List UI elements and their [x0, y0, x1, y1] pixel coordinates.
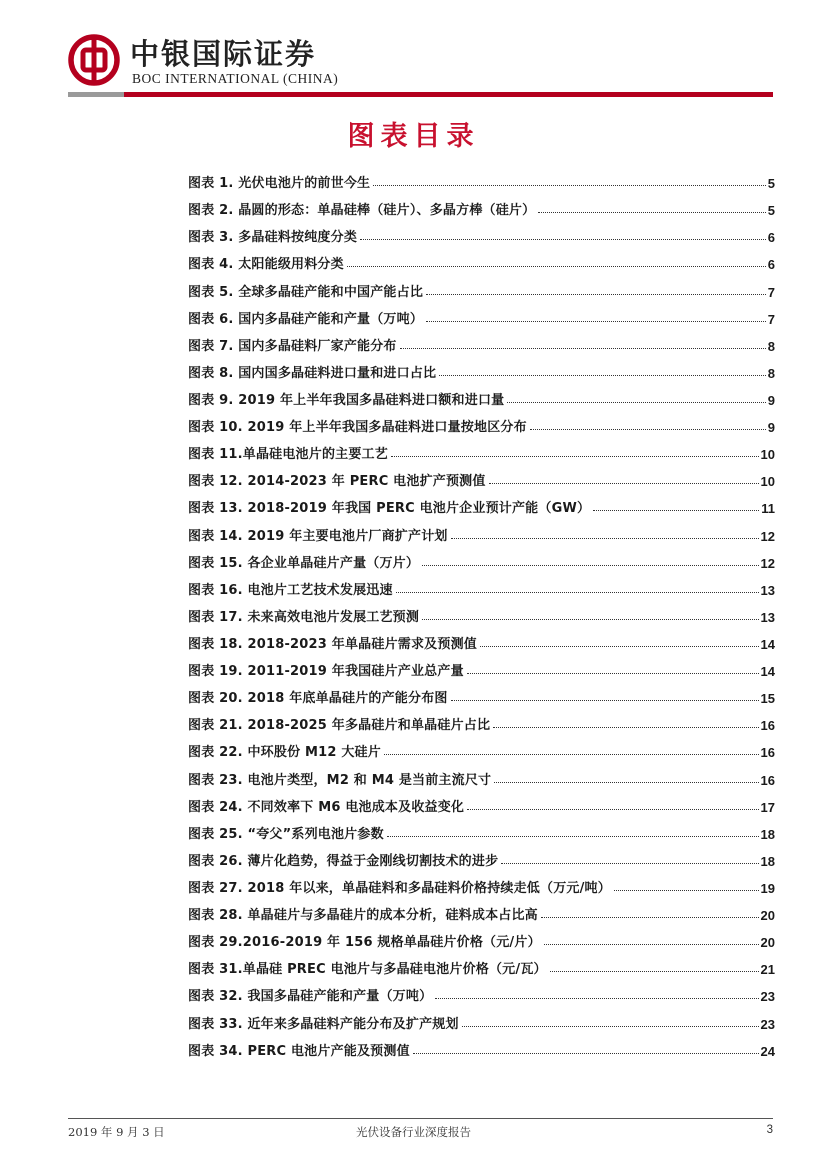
toc-entry-label: 图表 25. “夸父”系列电池片参数 [188, 826, 384, 842]
toc-entry-label: 图表 11.单晶硅电池片的主要工艺 [188, 447, 388, 463]
toc-entry-page: 23 [760, 989, 775, 1005]
toc-entry-page: 11 [761, 501, 775, 517]
toc-entry-page: 7 [767, 284, 775, 300]
toc-entry-label: 图表 32. 我国多晶硅产能和产量（万吨） [188, 989, 433, 1005]
toc-dot-leader [538, 211, 765, 213]
toc-entry-page: 9 [767, 420, 775, 436]
toc-entry[interactable] [188, 625, 775, 652]
toc-entry-label: 图表 27. 2018 年以来，单晶硅料和多晶硅料价格持续走低（万元/吨） [188, 880, 611, 896]
toc-entry-page: 16 [760, 772, 775, 788]
toc-entry-label: 图表 16. 电池片工艺技术发展迅速 [188, 582, 393, 598]
toc-entry[interactable] [188, 842, 775, 869]
toc-entry[interactable] [188, 516, 775, 543]
toc-entry-label: 图表 1. 光伏电池片的前世今生 [188, 176, 371, 192]
toc-dot-leader [384, 753, 759, 755]
toc-entry-label: 图表 28. 单晶硅片与多晶硅片的成本分析，硅料成本占比高 [188, 908, 538, 924]
page-header [0, 0, 827, 100]
toc-entry-page: 19 [760, 880, 775, 896]
toc-dot-leader [435, 997, 758, 999]
toc-entry-label: 图表 15. 各企业单晶硅片产量（万片） [188, 555, 420, 571]
toc-entry[interactable] [188, 164, 775, 191]
toc-entry-page: 13 [760, 582, 775, 598]
toc-dot-leader [541, 916, 759, 918]
toc-entry[interactable] [188, 381, 775, 408]
toc-entry[interactable] [188, 977, 775, 1004]
toc-dot-leader [396, 591, 759, 593]
toc-entry-page: 23 [760, 1016, 775, 1032]
toc-entry-page: 21 [760, 962, 775, 978]
toc-entry-page: 6 [767, 230, 775, 246]
toc-entry-page: 5 [767, 176, 775, 192]
toc-dot-leader [373, 184, 766, 186]
toc-entry-label: 图表 24. 不同效率下 M6 电池成本及收益变化 [188, 799, 465, 815]
toc-dot-leader [530, 428, 766, 430]
toc-entry[interactable] [188, 652, 775, 679]
toc-entry[interactable] [188, 300, 775, 327]
toc-entry[interactable] [188, 462, 775, 489]
toc-dot-leader [439, 374, 766, 376]
toc-dot-leader [400, 347, 766, 349]
toc-entry-page: 15 [760, 691, 775, 707]
header-rule-red [124, 92, 773, 97]
toc-dot-leader [550, 970, 759, 972]
toc-entry[interactable] [188, 788, 775, 815]
toc-entry-page: 14 [760, 636, 775, 652]
toc-entry-page: 14 [760, 664, 775, 680]
toc-dot-leader [467, 672, 759, 674]
toc-entry-page: 10 [760, 447, 775, 463]
toc-entry[interactable] [188, 191, 775, 218]
toc-entry-label: 图表 9. 2019 年上半年我国多晶硅料进口额和进口量 [188, 392, 505, 408]
toc-entry-page: 12 [760, 555, 775, 571]
toc-entry-label: 图表 23. 电池片类型，M2 和 M4 是当前主流尺寸 [188, 772, 492, 788]
toc-entry-label: 图表 34. PERC 电池片产能及预测值 [188, 1043, 410, 1059]
toc-entry[interactable] [188, 869, 775, 896]
toc-entry-page: 18 [760, 853, 775, 869]
toc-entry-page: 16 [760, 745, 775, 761]
toc-dot-leader [480, 645, 759, 647]
toc-entry-label: 图表 5. 全球多晶硅产能和中国产能占比 [188, 284, 424, 300]
footer-rule [68, 1118, 773, 1119]
toc-entry-label: 图表 17. 未来高效电池片发展工艺预测 [188, 609, 420, 625]
toc-entry-page: 8 [767, 338, 775, 354]
toc-entry[interactable] [188, 571, 775, 598]
toc-entry[interactable] [188, 760, 775, 787]
toc-entry-page: 17 [760, 799, 775, 815]
toc-dot-leader [387, 835, 759, 837]
table-of-figures [188, 164, 775, 1059]
toc-entry-page: 6 [767, 257, 775, 273]
toc-entry-label: 图表 2. 晶圆的形态：单晶硅棒（硅片）、多晶方棒（硅片） [188, 203, 536, 219]
toc-entry[interactable] [188, 923, 775, 950]
toc-entry-label: 图表 19. 2011-2019 年我国硅片产业总产量 [188, 664, 464, 680]
toc-entry[interactable] [188, 733, 775, 760]
brand-name-english: BOC INTERNATIONAL (CHINA) [132, 71, 339, 86]
toc-entry[interactable] [188, 706, 775, 733]
toc-entry-label: 图表 21. 2018-2025 年多晶硅片和单晶硅片占比 [188, 718, 491, 734]
toc-entry-label: 图表 22. 中环股份 M12 大硅片 [188, 745, 381, 761]
boc-logo-icon [68, 34, 120, 86]
toc-dot-leader [501, 862, 758, 864]
toc-entry-page: 20 [760, 935, 775, 951]
toc-entry[interactable] [188, 354, 775, 381]
toc-entry-label: 图表 26. 薄片化趋势，得益于金刚线切割技术的进步 [188, 853, 499, 869]
toc-dot-leader [462, 1025, 759, 1027]
toc-entry-page: 10 [760, 474, 775, 490]
toc-entry-label: 图表 29.2016-2019 年 156 规格单晶硅片价格（元/片） [188, 935, 541, 951]
toc-entry-label: 图表 31.单晶硅 PREC 电池片与多晶硅电池片价格（元/瓦） [188, 962, 547, 978]
toc-dot-leader [494, 781, 758, 783]
footer-report-title: 光伏设备行业深度报告 [356, 1125, 471, 1139]
toc-dot-leader [347, 265, 766, 267]
toc-dot-leader [391, 455, 759, 457]
toc-dot-leader [593, 509, 759, 511]
toc-entry[interactable] [188, 1032, 775, 1059]
toc-entry-label: 图表 4. 太阳能级用料分类 [188, 257, 344, 273]
toc-entry-page: 24 [760, 1043, 775, 1059]
toc-entry-label: 图表 12. 2014-2023 年 PERC 电池扩产预测值 [188, 474, 486, 490]
toc-entry-page: 16 [760, 718, 775, 734]
toc-entry[interactable] [188, 896, 775, 923]
footer-page-number: 3 [766, 1124, 773, 1136]
toc-dot-leader [507, 401, 765, 403]
toc-entry[interactable] [188, 544, 775, 571]
toc-entry[interactable] [188, 272, 775, 299]
toc-dot-leader [489, 482, 759, 484]
toc-entry-page: 20 [760, 908, 775, 924]
toc-entry-page: 8 [767, 365, 775, 381]
toc-entry[interactable] [188, 408, 775, 435]
toc-entry[interactable] [188, 327, 775, 354]
toc-entry[interactable] [188, 489, 775, 516]
toc-dot-leader [413, 1052, 759, 1054]
toc-dot-leader [467, 808, 758, 810]
toc-entry[interactable] [188, 218, 775, 245]
toc-entry[interactable] [188, 815, 775, 842]
toc-title: 图表目录 [347, 121, 480, 152]
toc-entry[interactable] [188, 598, 775, 625]
toc-entry-label: 图表 18. 2018-2023 年单晶硅片需求及预测值 [188, 636, 477, 652]
toc-entry-label: 图表 7. 国内多晶硅料厂家产能分布 [188, 338, 397, 354]
toc-entry-page: 9 [767, 392, 775, 408]
toc-dot-leader [422, 564, 758, 566]
toc-entry[interactable] [188, 435, 775, 462]
toc-entry-page: 5 [767, 203, 775, 219]
toc-dot-leader [422, 618, 758, 620]
toc-dot-leader [360, 238, 766, 240]
toc-entry-label: 图表 6. 国内多晶硅产能和产量（万吨） [188, 311, 424, 327]
toc-entry-label: 图表 33. 近年来多晶硅料产能分布及扩产规划 [188, 1016, 459, 1032]
toc-entry[interactable] [188, 1004, 775, 1031]
toc-entry-label: 图表 8. 国内国多晶硅料进口量和进口占比 [188, 365, 437, 381]
toc-dot-leader [426, 293, 766, 295]
toc-dot-leader [451, 537, 759, 539]
toc-dot-leader [493, 726, 758, 728]
toc-entry-label: 图表 13. 2018-2019 年我国 PERC 电池片企业预计产能（GW） [188, 501, 591, 517]
toc-dot-leader [544, 943, 759, 945]
brand-name-chinese: 中银国际证券 [130, 37, 317, 71]
toc-entry-page: 7 [767, 311, 775, 327]
toc-entry-label: 图表 14. 2019 年主要电池片厂商扩产计划 [188, 528, 448, 544]
toc-entry-label: 图表 20. 2018 年底单晶硅片的产能分布图 [188, 691, 448, 707]
toc-dot-leader [614, 889, 759, 891]
toc-entry-page: 18 [760, 826, 775, 842]
toc-dot-leader [451, 699, 759, 701]
footer-date: 2019 年 9 月 3 日 [68, 1125, 165, 1139]
toc-entry-label: 图表 3. 多晶硅料按纯度分类 [188, 230, 358, 246]
toc-dot-leader [426, 320, 766, 322]
toc-entry[interactable] [188, 950, 775, 977]
toc-entry-page: 13 [760, 609, 775, 625]
toc-entry[interactable] [188, 245, 775, 272]
toc-entry-label: 图表 10. 2019 年上半年我国多晶硅料进口量按地区分布 [188, 420, 527, 436]
header-rule-gray [68, 92, 124, 97]
toc-entry[interactable] [188, 679, 775, 706]
toc-entry-page: 12 [760, 528, 775, 544]
